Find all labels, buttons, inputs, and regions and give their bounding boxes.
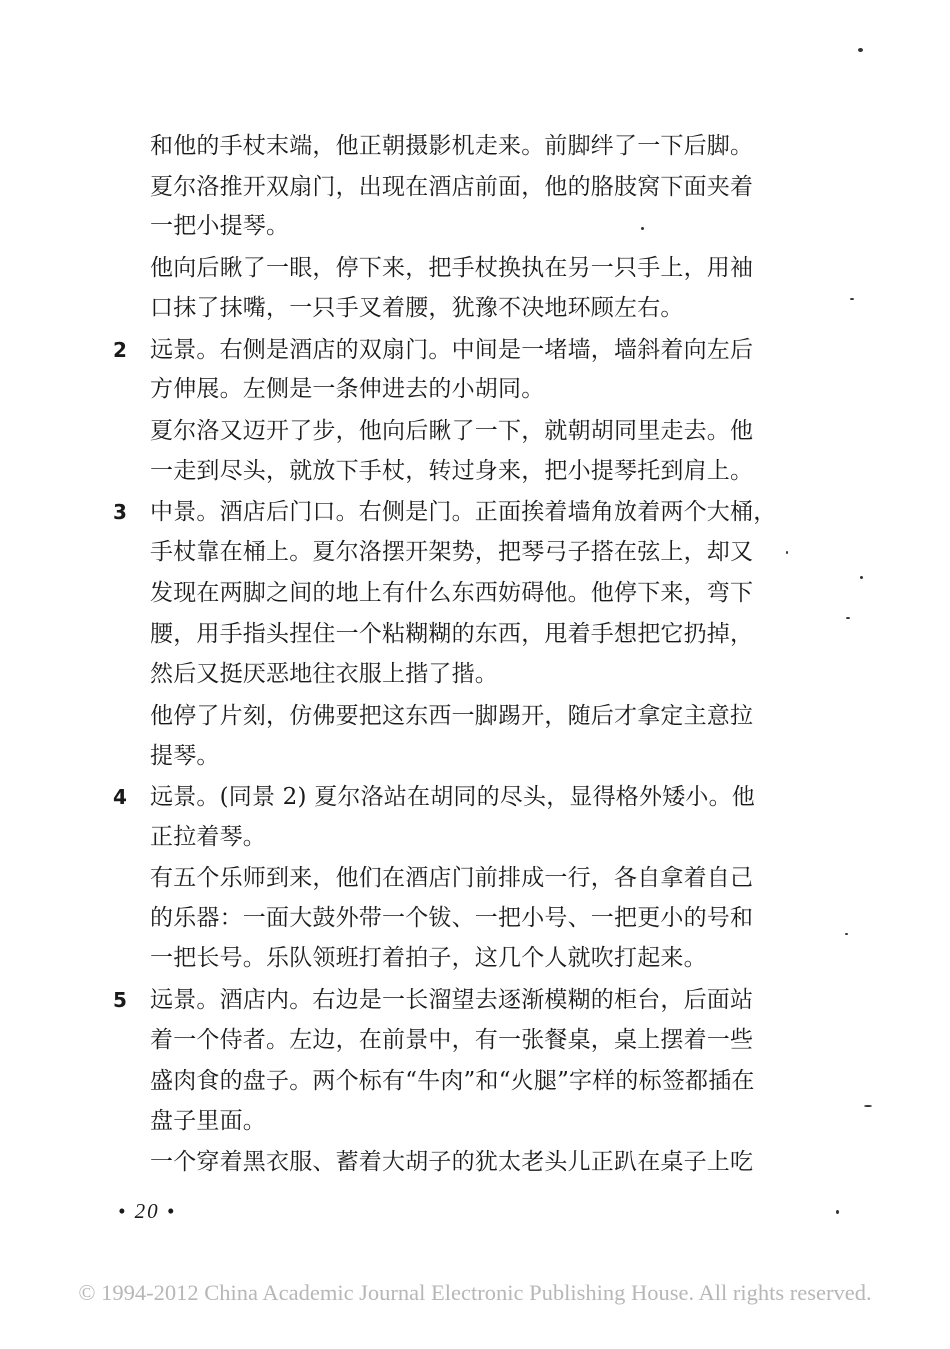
scan-speck xyxy=(860,576,863,579)
text-line: 夏尔洛又迈开了步，他向后瞅了一下，就朝胡同里走去。他 xyxy=(150,418,754,444)
text-line: 手杖靠在桶上。夏尔洛摆开架势，把琴弓子搭在弦上，却又 xyxy=(150,539,754,565)
text-line: 一个穿着黑衣服、蓄着大胡子的犹太老头儿正趴在桌子上吃 xyxy=(150,1149,754,1175)
text-line: 正拉着琴。 xyxy=(150,824,266,850)
text-line: 和他的手杖末端，他正朝摄影机走来。前脚绊了一下后脚。 xyxy=(150,133,754,159)
text-line: 他停了片刻，仿佛要把这东西一脚踢开，随后才拿定主意拉 xyxy=(150,703,754,729)
text-line: 盘子里面。 xyxy=(150,1108,266,1134)
text-line: 的乐器：一面大鼓外带一个钹、一把小号、一把更小的号和 xyxy=(150,905,754,931)
scan-speck xyxy=(850,298,854,300)
scan-speck xyxy=(864,1105,872,1107)
text-line: 提琴。 xyxy=(150,743,220,769)
text-line: 盛肉食的盘子。两个标有“牛肉”和“火腿”字样的标签都插在 xyxy=(150,1068,755,1094)
scene-number: 4 xyxy=(113,785,127,809)
scan-speck xyxy=(836,1210,839,1214)
text-line: 一把小提琴。 xyxy=(150,213,290,239)
text-line: 远景。酒店内。右边是一长溜望去逐渐模糊的柜台，后面站 xyxy=(150,987,754,1013)
text-line: 夏尔洛推开双扇门，出现在酒店前面，他的胳肢窝下面夹着 xyxy=(150,174,754,200)
copyright-notice: © 1994-2012 China Academic Journal Electronic Publishing House. All rights reserved. xyxy=(78,1280,872,1305)
text-line: 有五个乐师到来，他们在酒店门前排成一行，各自拿着自己 xyxy=(150,865,754,891)
text-line: 方伸展。左侧是一条伸进去的小胡同。 xyxy=(150,376,545,402)
text-line: 然后又挺厌恶地往衣服上揩了揩。 xyxy=(150,661,498,687)
scan-speck xyxy=(641,227,644,230)
scan-speck xyxy=(845,933,848,935)
scene-number: 2 xyxy=(113,338,127,362)
text-line: 腰，用手指头捏住一个粘糊糊的东西，甩着手想把它扔掉， xyxy=(150,621,754,647)
text-line: 他向后瞅了一眼，停下来，把手杖换执在另一只手上，用袖 xyxy=(150,255,754,281)
text-line: 一走到尽头，就放下手杖，转过身来，把小提琴托到肩上。 xyxy=(150,458,754,484)
text-line: 远景。右侧是酒店的双扇门。中间是一堵墙，墙斜着向左后 xyxy=(150,337,754,363)
scene-number: 5 xyxy=(113,988,127,1012)
scan-speck xyxy=(846,617,850,619)
text-line: 发现在两脚之间的地上有什么东西妨碍他。他停下来，弯下 xyxy=(150,580,754,606)
scan-speck xyxy=(786,551,788,554)
page-number: • 20 • xyxy=(118,1199,177,1223)
text-line: 着一个侍者。左边，在前景中，有一张餐桌，桌上摆着一些 xyxy=(150,1027,754,1053)
text-line: 中景。酒店后门口。右侧是门。正面挨着墙角放着两个大桶， xyxy=(150,499,777,525)
scan-speck xyxy=(858,48,863,52)
text-line: 远景。(同景 2) 夏尔洛站在胡同的尽头，显得格外矮小。他 xyxy=(150,784,756,810)
text-line: 口抹了抹嘴，一只手叉着腰，犹豫不决地环顾左右。 xyxy=(150,295,684,321)
scene-number: 3 xyxy=(113,500,127,524)
text-line: 一把长号。乐队领班打着拍子，这几个人就吹打起来。 xyxy=(150,945,707,971)
